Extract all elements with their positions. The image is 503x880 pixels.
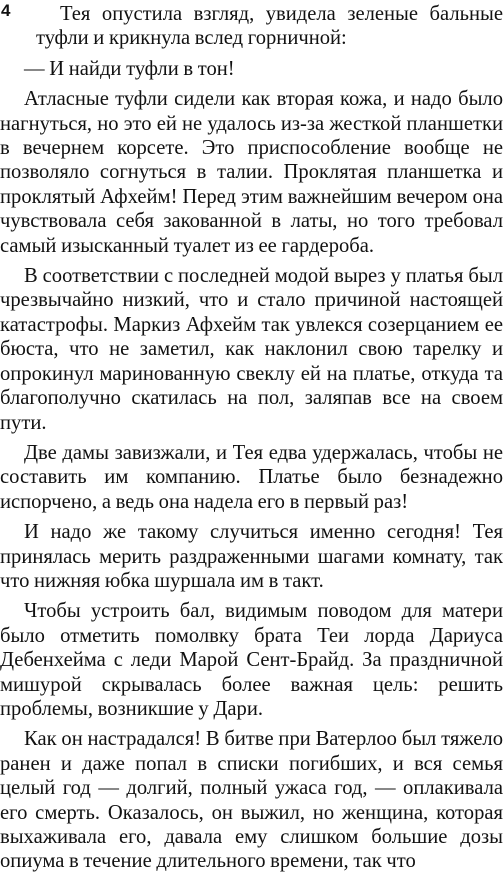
page-number: 4 bbox=[1, 1, 11, 20]
paragraph-6: И надо же такому случиться именно сегодня! Тея принялась мерить раздраженными шагами комнату, так что нижняя юбка шуршала им в такт. bbox=[0, 521, 503, 592]
text-body bbox=[0, 2, 503, 880]
paragraph-4: В соответствии с последней модой вырез у платья был чрезвычайно низкий, что и стало причиной настоящей катастрофы. Маркиз Афхейм так увлекся созерцанием ее бюста, что не заметил, как наклонил свою тарелку и опрокинул маринованную свеклу ей на платье, откуда та благополучно скатилась на пол, заляпав все на своем пути. bbox=[0, 265, 503, 434]
paragraph-5: Две дамы завизжали, и Тея едва удержалась, чтобы не составить им компанию. Платье было безнадежно испорчено, а ведь она надела его в первый раз! bbox=[0, 441, 503, 513]
paragraph-7: Чтобы устроить бал, видимым поводом для матери было отметить помолвку брата Теи лорда Дариуса Дебенхейма с леди Марой Сент-Брайд. За праздничной мишурой скрывалась более важная цель: решить проблемы, возникшие у Дари. bbox=[0, 600, 503, 720]
paragraph-8: Как он настрадался! В битве при Ватерлоо был тяжело ранен и даже попал в списки погибших, и вся семья целый год — долгий, полный ужаса год, — оплакивала его смерть. Оказалось, он выжил, но женщина, которая выхаживала его, давала ему слишком большие дозы опиума в течение длительного времени, так что bbox=[0, 728, 503, 873]
paragraph-3: Атласные туфли сидели как вторая кожа, и надо было нагнуться, но это ей не удалось из-за жесткой планшетки в вечернем корсете. Это приспособление вообще не позволяло согнуться в талии. Проклятая планшетка и проклятый Афхейм! Перед этим важнейшим вечером она чувствовала себя закованной в латы, но того требовал самый изысканный туалет из ее гардероба. bbox=[0, 88, 503, 257]
paragraph-1: Тея опустила взгляд, увидела зеленые бальные туфли и крикнула вслед горничной: bbox=[36, 3, 503, 50]
paragraph-dialogue: — И найди туфли в тон! bbox=[24, 57, 235, 80]
